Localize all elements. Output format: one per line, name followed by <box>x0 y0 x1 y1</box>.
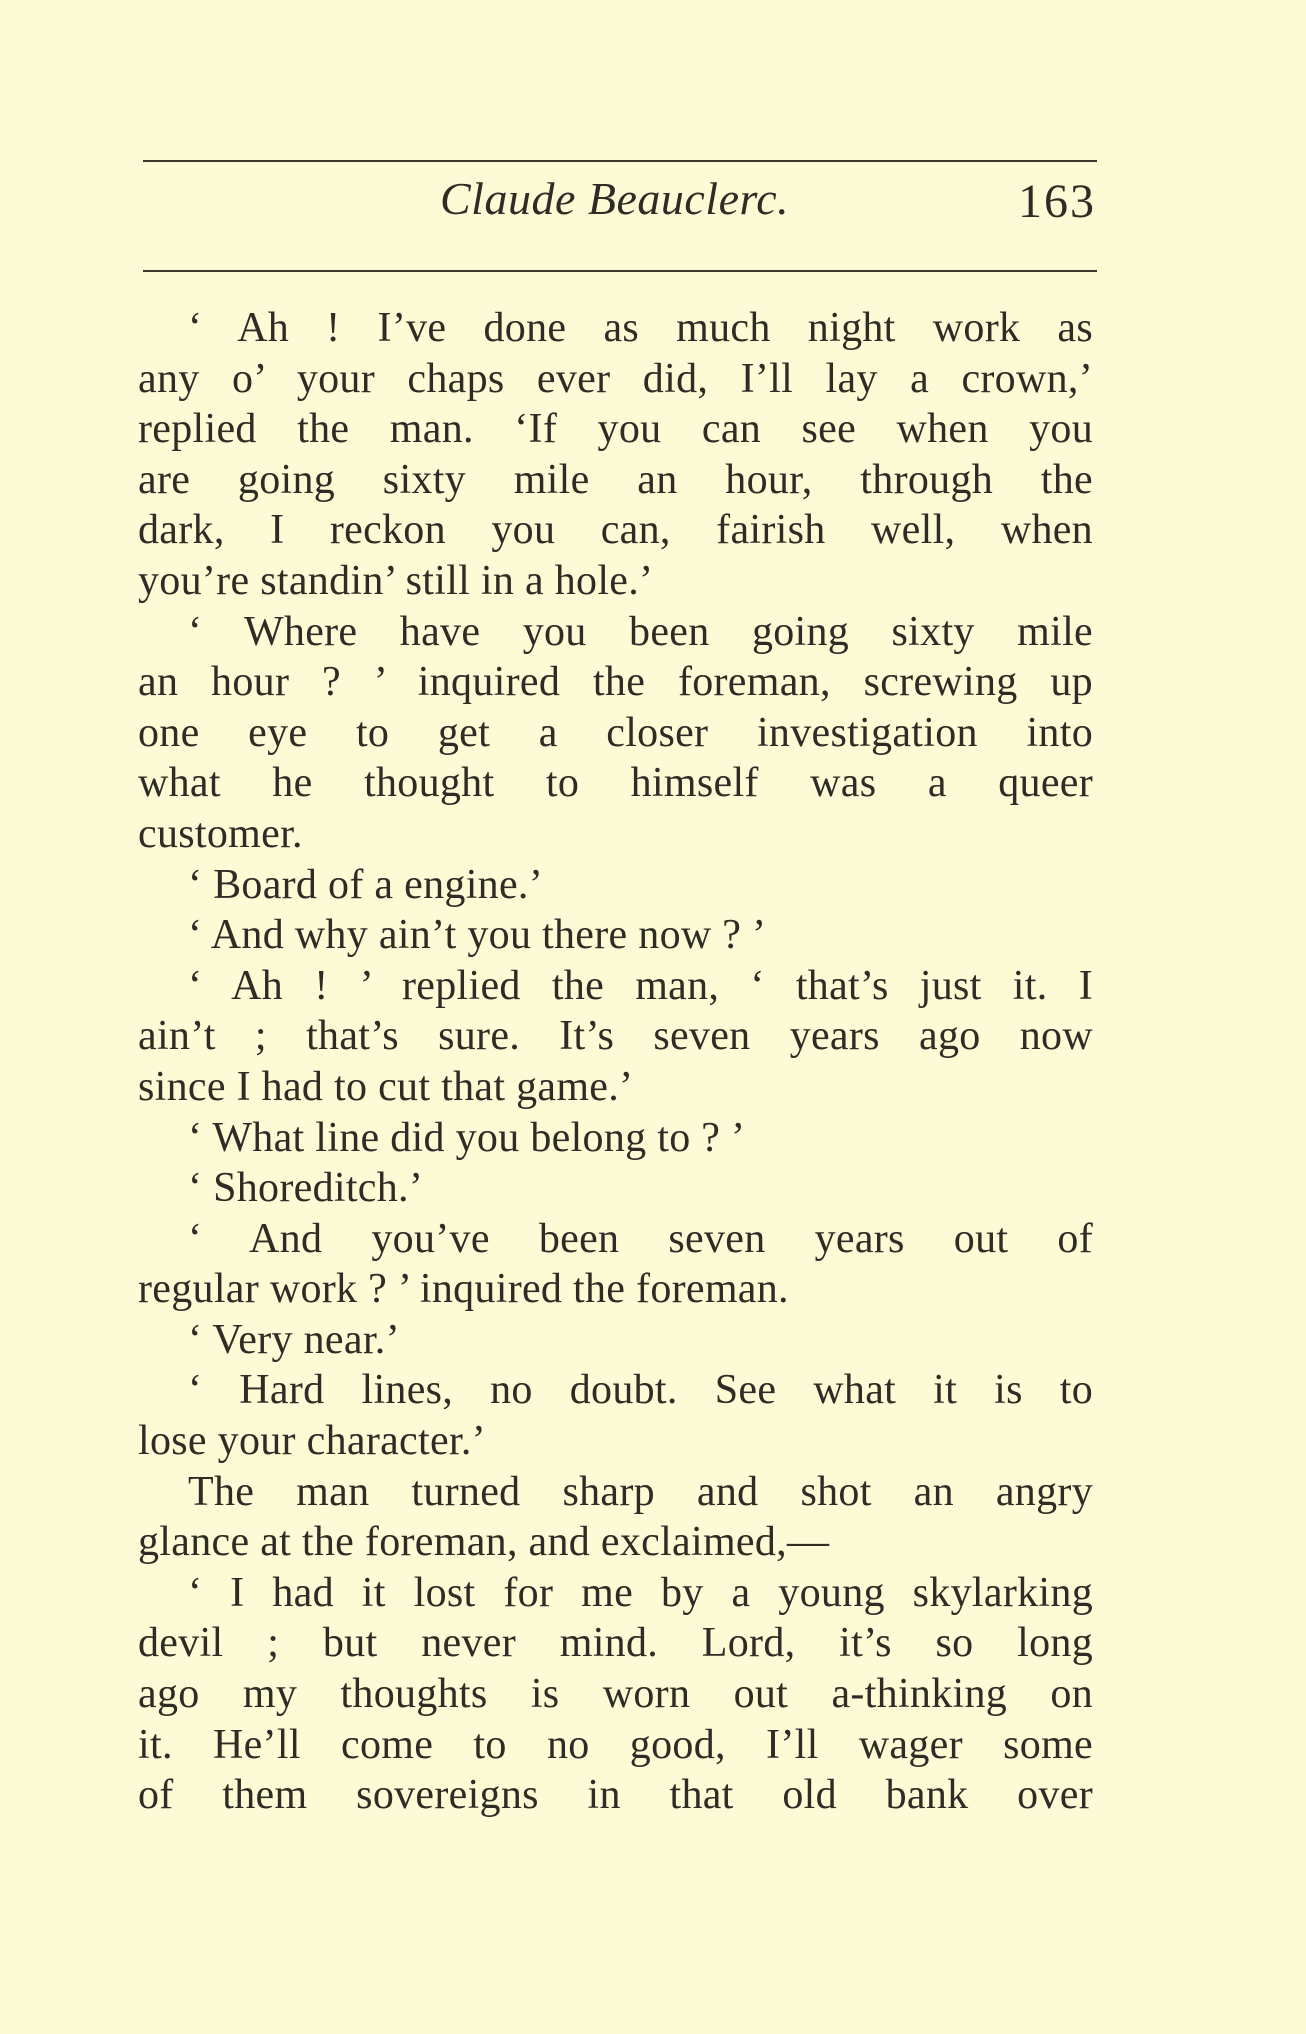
text-line: ‘ Shoreditch.’ <box>188 1165 424 1212</box>
page-number: 163 <box>1018 175 1096 228</box>
text-line: ‘ Ah ! I’ve done as much night work as <box>188 305 1093 351</box>
text-line: The man turned sharp and shot an angry <box>188 1468 1093 1515</box>
text-line: it. He’ll come to no good, I’ll wager some <box>138 1721 1093 1768</box>
text-line: ‘ Very near.’ <box>188 1316 400 1363</box>
text-line: ain’t ; that’s sure. It’s seven years ago now <box>138 1013 1093 1060</box>
text-line: dark, I reckon you can, fairish well, when <box>138 507 1093 554</box>
text-line: devil ; but never mind. Lord, it’s so long <box>138 1620 1093 1667</box>
text-line: since I had to cut that game.’ <box>138 1063 634 1110</box>
text-line: are going sixty mile an hour, through the <box>138 456 1093 503</box>
text-line: ‘ Hard lines, no doubt. See what it is to <box>188 1367 1093 1414</box>
text-line: ‘ And why ain’t you there now ? ’ <box>188 912 767 959</box>
text-line: ‘ Where have you been going sixty mile <box>188 608 1093 655</box>
text-line: of them sovereigns in that old bank over <box>138 1772 1093 1819</box>
text-line: ago my thoughts is worn out a-thinking on <box>138 1671 1093 1718</box>
text-line: regular work ? ’ inquired the foreman. <box>138 1266 789 1313</box>
text-line: replied the man. ‘If you can see when you <box>138 406 1093 453</box>
text-line: lose your character.’ <box>138 1418 486 1465</box>
text-line: what he thought to himself was a queer <box>138 760 1093 807</box>
text-line: ‘ Board of a engine.’ <box>188 861 543 908</box>
running-title: Claude Beauclerc. <box>440 173 790 224</box>
header-rule-top <box>143 160 1097 162</box>
text-line: any o’ your chaps ever did, I’ll lay a crown,’ <box>138 355 1093 402</box>
text-line: ‘ What line did you belong to ? ’ <box>188 1114 746 1161</box>
text-line: ‘ I had it lost for me by a young skylarking <box>188 1569 1093 1616</box>
text-line: ‘ Ah ! ’ replied the man, ‘ that’s just it. I <box>188 962 1093 1009</box>
text-line: customer. <box>138 810 303 857</box>
text-line: an hour ? ’ inquired the foreman, screwing up <box>138 659 1093 706</box>
text-line: glance at the foreman, and exclaimed,— <box>138 1519 830 1566</box>
text-line: one eye to get a closer investigation into <box>138 709 1093 756</box>
text-line: ‘ And you’ve been seven years out of <box>188 1215 1093 1262</box>
body-text <box>138 303 1093 1821</box>
header-rule-bottom <box>143 270 1097 272</box>
text-line: you’re standin’ still in a hole.’ <box>138 557 654 604</box>
